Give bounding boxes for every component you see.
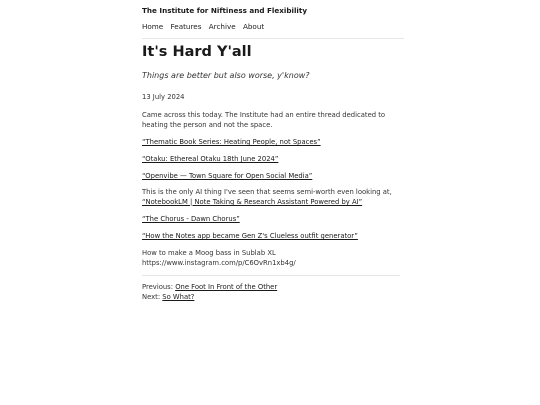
previous-post-link[interactable]: One Foot In Front of the Other: [175, 283, 278, 291]
link-paragraph-notes-app: [142, 231, 358, 241]
link-paragraph-chorus: [142, 214, 240, 224]
post-date: 13 July 2024: [142, 93, 185, 101]
link-ethereal-otaku[interactable]: “Otaku: Ethereal Otaku 18th June 2024”: [142, 155, 279, 163]
moog-line: How to make a Moog bass in Sublab XL: [142, 249, 276, 257]
ai-line: This is the only AI thing I've seen that seems semi-worth even looking at,: [142, 188, 392, 196]
next-post-nav: [142, 292, 194, 302]
footer-divider: [142, 275, 400, 276]
link-openvibe[interactable]: “Openvibe — Town Square for Open Social Media”: [142, 172, 313, 180]
link-notes-app[interactable]: “How the Notes app became Gen Z's Clueless outfit generator”: [142, 232, 358, 240]
moog-paragraph: [142, 248, 296, 268]
next-label: Next:: [142, 293, 161, 301]
link-notebooklm[interactable]: “NotebookLM | Note Taking & Research Assistant Powered by AI”: [142, 198, 363, 206]
main-nav: [142, 22, 269, 31]
nav-item-features[interactable]: Features: [170, 22, 202, 31]
intro-line-1: Came across this today. The Institute had an entire thread dedicated to: [142, 111, 386, 119]
nav-item-about[interactable]: About: [242, 22, 265, 31]
header-divider: [142, 38, 404, 39]
ai-paragraph: [142, 187, 392, 207]
intro-line-2: heating the person and not the space.: [142, 121, 273, 129]
nav-item-home[interactable]: Home: [142, 22, 164, 31]
post-subtitle: Things are better but also worse, y'know?: [142, 71, 310, 80]
link-paragraph-heating: [142, 137, 321, 147]
moog-url: https://www.instagram.com/p/C6OvRn1xb4g/: [142, 259, 296, 267]
previous-label: Previous:: [142, 283, 174, 291]
link-paragraph-openvibe: [142, 171, 312, 181]
intro-paragraph: [142, 110, 385, 130]
nav-item-archive[interactable]: Archive: [208, 22, 236, 31]
next-post-link[interactable]: So What?: [162, 293, 195, 301]
link-heating-people[interactable]: “Thematic Book Series: Heating People, not Spaces”: [142, 138, 321, 146]
previous-post-nav: [142, 282, 277, 292]
site-title-link[interactable]: The Institute for Niftiness and Flexibility: [142, 6, 308, 15]
post-title: It's Hard Y'all: [142, 44, 252, 60]
link-dawn-chorus[interactable]: “The Chorus - Dawn Chorus”: [142, 215, 240, 223]
link-paragraph-otaku: [142, 154, 278, 164]
